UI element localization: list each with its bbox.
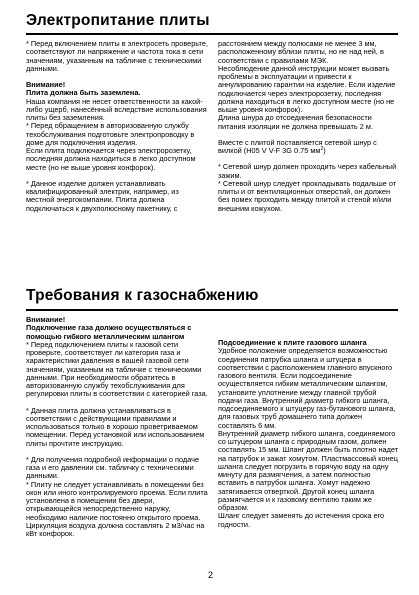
paragraph: Шланг следует заменять до истечения срока его годности. (218, 511, 385, 529)
attention-label: Внимание! (26, 80, 66, 89)
power-left-column (26, 40, 208, 213)
section-divider (26, 309, 398, 311)
gas-left-column (26, 316, 208, 538)
paragraph: * Плиту не следует устанавливать в помещении без окон или иного контролируемого проема. Если плита установлена в помещении без двери, открывающейся непосредственно наружу, необходимо наличие постоянно открытого проема. (26, 479, 208, 522)
paragraph: * Сетевой шнур должен проходить через кабельный зажим. (218, 162, 397, 180)
paragraph: * Перед подключением плиты к газовой сети проверьте, соответствует ли категория газа и характеристики давления в вашей газовой сети значениям, указанным на табличке с техническими данными. При необходимости обратитесь в авторизованную службу техобслуживания для регулировки плиты в соответствии с категорией газа. (26, 339, 208, 399)
paragraph: Длина шнура до отсоединения безопасности питания изоляции не должна превышать 2 м. (218, 113, 373, 131)
paragraph: * Данное изделие должен устанавливать квалифицированный электрик, например, из местной энергокомпании. Плита должна подключаться к двухполюсному пакетнику, с (26, 178, 179, 213)
paragraph: Наша компания не несет ответственности за какой-либо ущерб, нанесённый вследствие использования плиты без заземления. (26, 96, 207, 122)
paragraph: Удобное положение определяется возможностью соединения патрубка шланга и штуцера в соответствии с расположением главного впускного газового вентиля. Если подсоединение осуществляется гибким металлическим шлангом, установите уплотнение между главной трубой подачи газа. Внутренний диаметр гибкого шланга, подсоединяемого к штуцеру газ-бутанового шланга, для газовых труб домашнего типа должен составлять 6 мм. (218, 346, 396, 430)
paragraph: * Для получения подробной информации о подаче газа и его давлении см. табличку с техническими данными. (26, 454, 200, 481)
paragraph: * Данная плита должна устанавливаться в соответствии с действующими правилами и использоваться только в хорошо проветриваемом помещении. Перед установкой или использованием плиты прочтите инструкцию. (26, 405, 205, 448)
gas-connection-heading: Подключение газа должно осуществляться с помощью гибкого металлическим шлангом (26, 323, 192, 341)
section-divider (26, 33, 398, 35)
paragraph: * Сетевой шнур следует прокладывать подальше от плиты и от вентиляционных отверстий, он должен без помех проходить между плитой и стеной и/или внешним кожухом. (218, 178, 397, 213)
power-right-column (218, 40, 400, 213)
paragraph: Циркуляция воздуха должна составлять 2 м3/час на кВт конфорок. (26, 520, 205, 538)
paragraph: расстоянием между полюсами не менее 3 мм, расположенному вблизи плиты, но не над ней, в соответствии с правилами МЭК. (218, 39, 384, 65)
paragraph: Если плита подключается через электророзетку, последняя должна находиться в легко доступном месте (но не выше уровня конфорок). (26, 146, 196, 172)
hose-connection-heading: Подсоединение к плите газового шланга (218, 338, 367, 347)
grounding-heading: Плита должна быть заземлена. (26, 88, 141, 98)
section-title-power: Электропитание плиты (26, 12, 210, 29)
attention-label: Внимание! (26, 315, 66, 324)
paragraph: * Перед обращением в авторизованную службу техобслуживания подготовьте электропроводку в доме для подключения изделия. (26, 121, 195, 147)
paragraph: * Перед включением плиты в электросеть проверьте, соответствуют ли напряжение и частота тока в сети значениям, указанным на табличке с техническими данными. (26, 39, 208, 73)
section-title-gas: Требования к газоснабжению (26, 287, 259, 304)
paragraph: Внутренний диаметр гибкого шланга, соединяемого со штуцером шланга с природным газом, должен составлять 15 мм. Шланг должен быть плотно надет на патрубок и зажат хомутом. Пластмассовый конец шланга следует погрузить в горячую воду на одну минуту для размягчения, а затем полностью вставить в патрубок шланга. Хомут надежно затягивается отверткой. Другой конец шланга размягчается и к газовому вентилю таким же образом. (218, 428, 399, 512)
paragraph: Несоблюдение данной инструкции может вызвать проблемы в эксплуатации и привести к аннулированию гарантии на изделие. Если изделие подключается через электророзетку, последняя должна находиться в легко доступном месте (но не выше уровня конфорок). (218, 63, 396, 114)
power-cord-paragraph: Вместе с плитой поставляется сетевой шнур с вилкой (H05 V V-F 3G 0.75 $мм^2$) (218, 137, 377, 155)
page-number: 2 (208, 570, 214, 580)
gas-right-column (218, 339, 400, 529)
